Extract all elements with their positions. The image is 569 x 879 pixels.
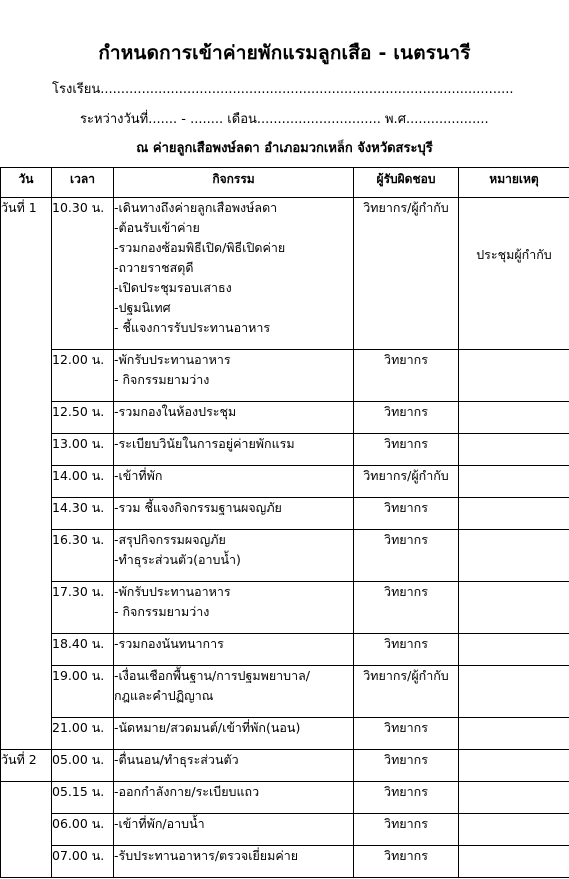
table-row [1,498,569,530]
activity-line: -นัดหมาย/สวดมนต์/เข้าที่พัก(นอน) [114,720,301,735]
note-cell: ประชุมผู้กำกับ [459,198,569,350]
responsible-cell: วิทยากร/ผู้กำกับ [354,666,459,718]
activity-line: -ตื่นนอน/ทำธุระส่วนตัว [114,752,239,767]
responsible-cell: วิทยากร [354,750,459,782]
time-cell: 18.40 น. [52,634,114,666]
activity-line: - กิจกรรมยามว่าง [114,372,210,387]
activity-line: -เงื่อนเชือกพื้นฐาน/การปฐมพยาบาล/ [114,668,311,683]
table-header-row [1,168,569,198]
header-note: หมายเหตุ [459,168,569,198]
responsible-cell: วิทยากร [354,782,459,814]
table-row [1,750,569,782]
table-row [1,782,569,814]
note-cell [459,466,569,498]
responsible-cell: วิทยากร [354,814,459,846]
note-cell [459,350,569,402]
table-row [1,434,569,466]
note-cell [459,582,569,634]
activity-line: -รวมกองซ้อมพิธีเปิด/พิธีเปิดค่าย [114,240,286,255]
activity-cell [114,718,354,750]
table-row [1,666,569,718]
date-line: ระหว่างวันที่....... - ........ เดือน.............................. พ.ศ.................... [80,112,489,127]
time-cell: 17.30 น. [52,582,114,634]
header-time: เวลา [52,168,114,198]
table-row [1,530,569,582]
activity-line: กฎและคำปฏิญาณ [114,688,214,703]
activity-line: -รวม ชี้แจงกิจกรรมฐานผจญภัย [114,500,282,515]
time-cell: 05.15 น. [52,782,114,814]
activity-cell [114,198,354,350]
table-row [1,718,569,750]
activity-line: - กิจกรรมยามว่าง [114,604,210,619]
location-line: ณ ค่ายลูกเสือพงษ์ลดา อำเภอมวกเหล็ก จังหวัดสระบุรี [136,141,433,156]
activity-line: -ระเบียบวินัยในการอยู่ค่ายพักแรม [114,436,295,451]
responsible-cell: วิทยากร [354,434,459,466]
header-activity: กิจกรรม [114,168,354,198]
activity-cell [114,750,354,782]
responsible-cell: วิทยากร [354,582,459,634]
time-cell: 21.00 น. [52,718,114,750]
time-cell: 07.00 น. [52,846,114,878]
table-row [1,350,569,402]
note-cell [459,402,569,434]
responsible-cell: วิทยากร/ผู้กำกับ [354,466,459,498]
school-line: โรงเรียน.................................................................................................... [52,82,514,97]
note-cell [459,634,569,666]
time-cell: 16.30 น. [52,530,114,582]
time-cell: 10.30 น. [52,198,114,350]
table-row [1,814,569,846]
day-cell: วันที่ 1 [1,198,52,750]
table-row [1,402,569,434]
activity-cell [114,814,354,846]
time-cell: 12.50 น. [52,402,114,434]
activity-line: -พักรับประทานอาหาร [114,584,231,599]
activity-line: -ปฐมนิเทศ [114,300,171,315]
table-row [1,634,569,666]
activity-cell [114,782,354,814]
activity-line: -รวมกองนันทนาการ [114,636,224,651]
activity-cell [114,846,354,878]
activity-line: -รวมกองในห้องประชุม [114,404,237,419]
activity-line: -ทำธุระส่วนตัว(อาบน้ำ) [114,552,241,567]
note-cell [459,434,569,466]
note-cell [459,750,569,782]
activity-cell [114,402,354,434]
activity-cell [114,466,354,498]
responsible-cell: วิทยากร/ผู้กำกับ [354,198,459,350]
activity-cell [114,634,354,666]
time-cell: 14.30 น. [52,498,114,530]
activity-line: -เดินทางถึงค่ายลูกเสือพงษ์ลดา [114,200,278,215]
header-responsible: ผู้รับผิดชอบ [354,168,459,198]
activity-line: -สรุปกิจกรรมผจญภัย [114,532,226,547]
note-cell [459,498,569,530]
activity-cell [114,498,354,530]
responsible-cell: วิทยากร [354,846,459,878]
day-cell [1,782,52,878]
time-cell: 19.00 น. [52,666,114,718]
time-cell: 12.00 น. [52,350,114,402]
time-cell: 05.00 น. [52,750,114,782]
responsible-cell: วิทยากร [354,718,459,750]
activity-cell [114,666,354,718]
activity-cell [114,434,354,466]
time-cell: 06.00 น. [52,814,114,846]
header-day: วัน [1,168,52,198]
schedule-table [0,167,569,878]
table-row [1,582,569,634]
note-cell [459,782,569,814]
activity-line: -พักรับประทานอาหาร [114,352,231,367]
activity-cell [114,530,354,582]
activity-cell [114,582,354,634]
table-row [1,466,569,498]
page-title: กำหนดการเข้าค่ายพักแรมลูกเสือ - เนตรนารี [98,42,471,64]
responsible-cell: วิทยากร [354,498,459,530]
activity-line: -เข้าที่พัก/อาบน้ำ [114,816,205,831]
responsible-cell: วิทยากร [354,634,459,666]
day-cell: วันที่ 2 [1,750,52,782]
note-cell [459,846,569,878]
activity-line: -ต้อนรับเข้าค่าย [114,220,200,235]
activity-line: -ออกกำลังกาย/ระเบียบแถว [114,784,260,799]
note-cell [459,666,569,718]
responsible-cell: วิทยากร [354,402,459,434]
activity-cell [114,350,354,402]
table-row [1,198,569,350]
responsible-cell: วิทยากร [354,350,459,402]
activity-line: -เปิดประชุมรอบเสาธง [114,280,232,295]
activity-line: -เข้าที่พัก [114,468,163,483]
responsible-cell: วิทยากร [354,530,459,582]
activity-line: -รับประทานอาหาร/ตรวจเยี่ยมค่าย [114,848,299,863]
table-row [1,846,569,878]
note-cell [459,718,569,750]
time-cell: 13.00 น. [52,434,114,466]
activity-line: -ถวายราชสดุดี [114,260,194,275]
note-cell [459,814,569,846]
note-cell [459,530,569,582]
activity-line: - ชี้แจงการรับประทานอาหาร [114,320,271,335]
time-cell: 14.00 น. [52,466,114,498]
